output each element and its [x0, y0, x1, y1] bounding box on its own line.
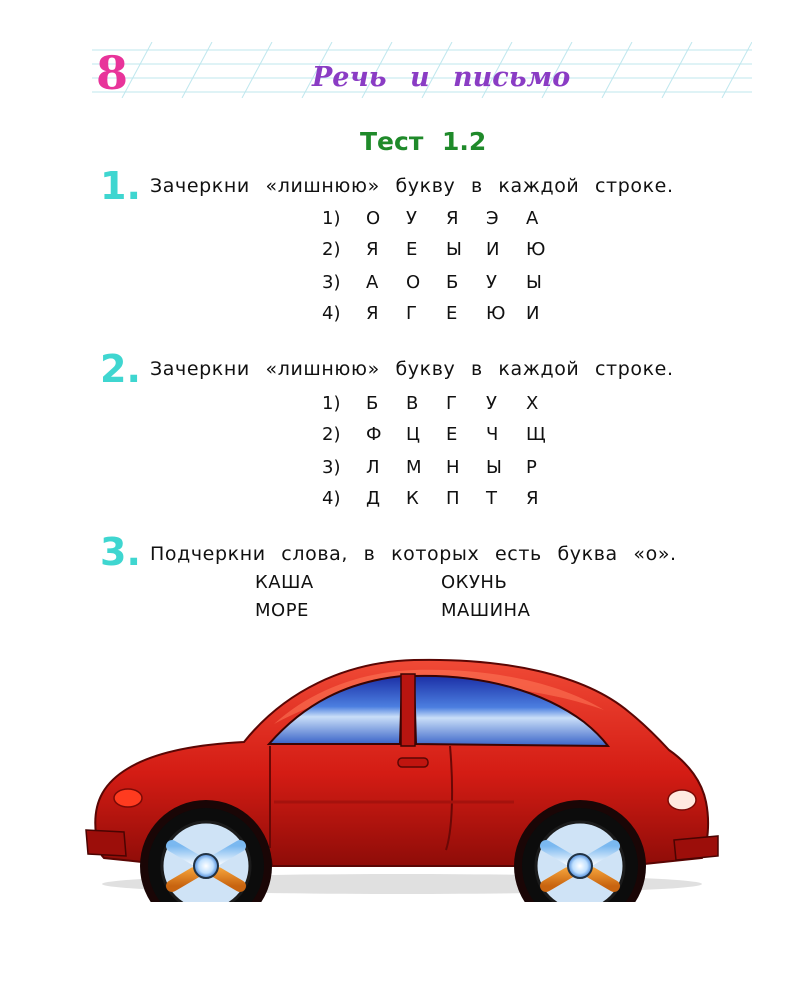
letter[interactable]: В — [406, 393, 419, 414]
row-number: 1) — [322, 393, 341, 414]
section-title: Речь и письмо — [312, 62, 571, 93]
letter[interactable]: А — [366, 272, 379, 293]
letter[interactable]: Г — [446, 393, 457, 414]
letter[interactable]: Е — [446, 303, 458, 324]
headlight — [668, 790, 696, 810]
task-1-text: Зачеркни «лишнюю» букву в каждой строке. — [150, 175, 674, 197]
letter[interactable]: Э — [486, 208, 499, 229]
row-number: 2) — [322, 239, 341, 260]
word[interactable]: ОКУНЬ — [441, 572, 508, 593]
task-2-text: Зачеркни «лишнюю» букву в каждой строке. — [150, 358, 674, 380]
task-2-number: 2. — [100, 347, 141, 391]
letter[interactable]: Я — [526, 488, 539, 509]
letter-row — [322, 303, 566, 324]
letter[interactable]: Б — [366, 393, 379, 414]
rear-bumper — [86, 830, 126, 856]
letter[interactable]: К — [406, 488, 419, 509]
task-3-word-list — [255, 572, 575, 624]
letter[interactable]: И — [526, 303, 540, 324]
letter-row — [322, 488, 566, 509]
letter[interactable]: Б — [446, 272, 459, 293]
letter[interactable]: У — [406, 208, 417, 229]
word[interactable]: МОРЕ — [255, 600, 309, 621]
letter[interactable]: Ц — [406, 424, 420, 445]
letter-row — [322, 272, 566, 293]
window-pillar — [401, 674, 415, 746]
letter-row — [322, 424, 566, 445]
letter[interactable]: Ю — [486, 303, 506, 324]
row-number: 1) — [322, 208, 341, 229]
letter[interactable]: Ы — [526, 272, 542, 293]
task-3-text: Подчеркни слова, в которых есть буква «о». — [150, 543, 677, 565]
letter[interactable]: Щ — [526, 424, 546, 445]
page-number: 8 — [96, 46, 129, 100]
door-handle — [398, 758, 428, 767]
letter-row — [322, 393, 566, 414]
letter[interactable]: Ю — [526, 239, 546, 260]
letter[interactable]: У — [486, 393, 497, 414]
letter[interactable]: М — [406, 457, 422, 478]
letter-row — [322, 239, 566, 260]
letter[interactable]: Х — [526, 393, 539, 414]
row-number: 3) — [322, 272, 341, 293]
word[interactable]: МАШИНА — [441, 600, 531, 621]
word[interactable]: КАША — [255, 572, 314, 593]
letter[interactable]: Е — [406, 239, 418, 260]
letter[interactable]: Я — [446, 208, 459, 229]
letter[interactable]: А — [526, 208, 539, 229]
letter[interactable]: Ч — [486, 424, 499, 445]
letter[interactable]: Ы — [446, 239, 462, 260]
row-number: 3) — [322, 457, 341, 478]
letter[interactable]: О — [406, 272, 421, 293]
row-number: 4) — [322, 303, 341, 324]
letter[interactable]: Е — [446, 424, 458, 445]
row-number: 4) — [322, 488, 341, 509]
letter[interactable]: Я — [366, 303, 379, 324]
letter[interactable]: Я — [366, 239, 379, 260]
red-car-illustration — [84, 652, 720, 902]
letter[interactable]: Р — [526, 457, 537, 478]
letter[interactable]: У — [486, 272, 497, 293]
front-bumper — [674, 836, 718, 860]
test-title: Тест 1.2 — [360, 127, 487, 156]
letter[interactable]: Т — [486, 488, 497, 509]
letter-row — [322, 457, 566, 478]
task-1-number: 1. — [100, 164, 141, 208]
letter[interactable]: Ф — [366, 424, 382, 445]
task-3-number: 3. — [100, 530, 141, 574]
letter[interactable]: Д — [366, 488, 381, 509]
letter[interactable]: Л — [366, 457, 380, 478]
tail-light — [114, 789, 142, 807]
letter-row — [322, 208, 566, 229]
letter[interactable]: Н — [446, 457, 460, 478]
letter[interactable]: О — [366, 208, 381, 229]
letter[interactable]: И — [486, 239, 500, 260]
letter[interactable]: П — [446, 488, 460, 509]
row-number: 2) — [322, 424, 341, 445]
letter[interactable]: Ы — [486, 457, 502, 478]
letter[interactable]: Г — [406, 303, 417, 324]
